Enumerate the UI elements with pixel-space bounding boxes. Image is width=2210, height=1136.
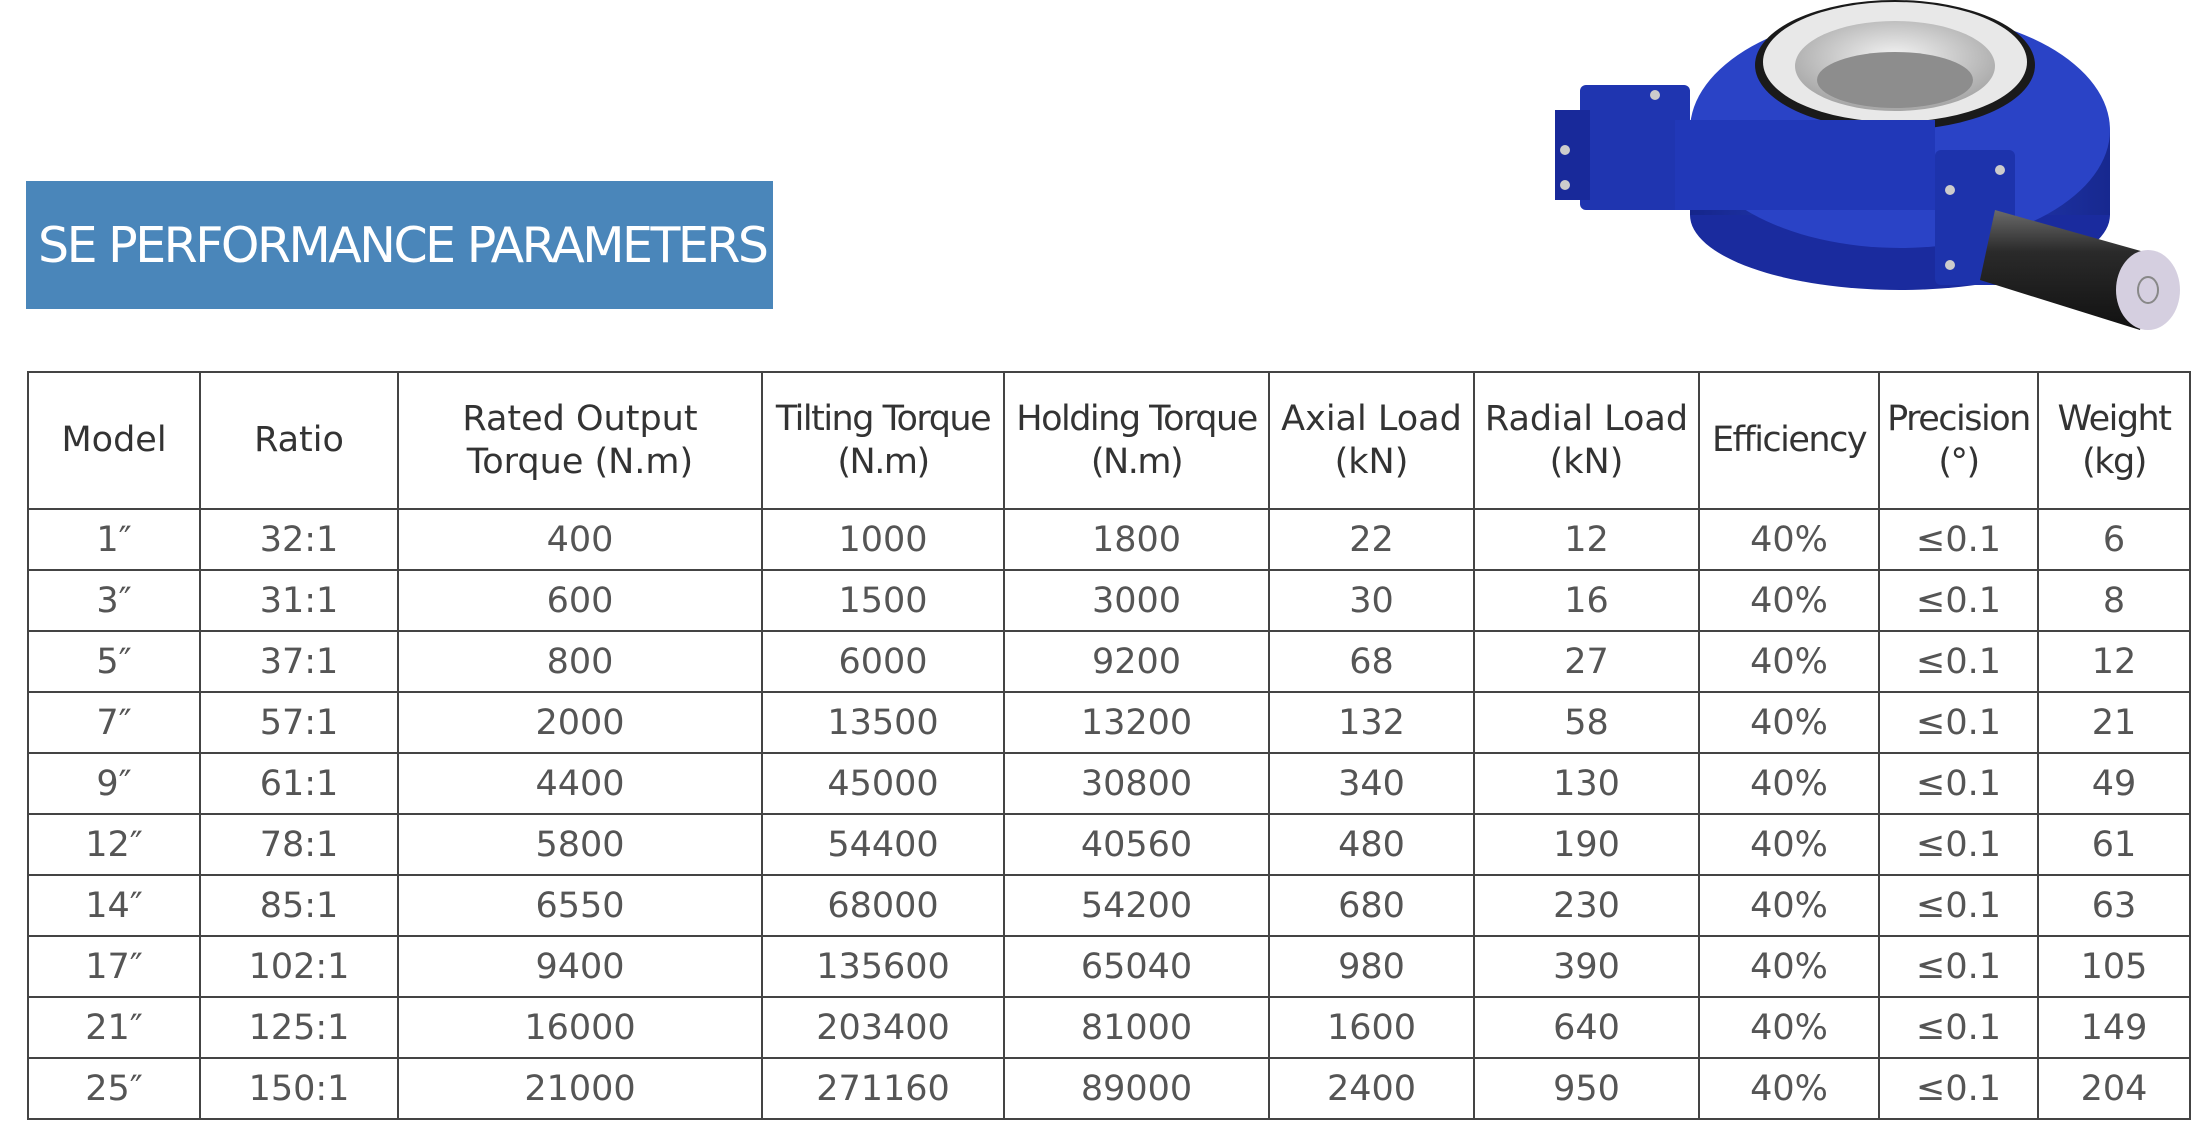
cell-model: 21″ [28,997,200,1058]
cell-rated-output-torque: 6550 [398,875,762,936]
cell-efficiency: 40% [1699,814,1879,875]
table-row [28,753,2190,814]
cell-precision: ≤0.1 [1879,1058,2038,1119]
cell-tilting-torque: 271160 [762,1058,1004,1119]
cell-ratio: 78:1 [200,814,398,875]
cell-efficiency: 40% [1699,631,1879,692]
cell-rated-output-torque: 400 [398,509,762,570]
cell-weight: 105 [2038,936,2190,997]
cell-precision: ≤0.1 [1879,570,2038,631]
cell-tilting-torque: 1000 [762,509,1004,570]
cell-efficiency: 40% [1699,570,1879,631]
cell-holding-torque: 9200 [1004,631,1269,692]
cell-weight: 49 [2038,753,2190,814]
cell-weight: 61 [2038,814,2190,875]
table-row [28,570,2190,631]
cell-holding-torque: 3000 [1004,570,1269,631]
cell-model: 5″ [28,631,200,692]
cell-tilting-torque: 203400 [762,997,1004,1058]
cell-rated-output-torque: 2000 [398,692,762,753]
table-row [28,692,2190,753]
cell-model: 7″ [28,692,200,753]
cell-ratio: 32:1 [200,509,398,570]
cell-radial-load: 390 [1474,936,1699,997]
cell-weight: 6 [2038,509,2190,570]
cell-radial-load: 190 [1474,814,1699,875]
cell-precision: ≤0.1 [1879,692,2038,753]
cell-ratio: 31:1 [200,570,398,631]
cell-model: 25″ [28,1058,200,1119]
cell-rated-output-torque: 16000 [398,997,762,1058]
header-holding-torque: Holding Torque (N.m) [1004,372,1269,509]
product-image [1555,0,2205,345]
cell-radial-load: 130 [1474,753,1699,814]
cell-axial-load: 680 [1269,875,1474,936]
cell-precision: ≤0.1 [1879,509,2038,570]
cell-axial-load: 1600 [1269,997,1474,1058]
cell-tilting-torque: 135600 [762,936,1004,997]
cell-radial-load: 12 [1474,509,1699,570]
cell-model: 14″ [28,875,200,936]
cell-weight: 149 [2038,997,2190,1058]
header-weight: Weight (kg) [2038,372,2190,509]
cell-model: 12″ [28,814,200,875]
table-row [28,631,2190,692]
table-row [28,875,2190,936]
cell-rated-output-torque: 21000 [398,1058,762,1119]
cell-radial-load: 230 [1474,875,1699,936]
cell-weight: 8 [2038,570,2190,631]
cell-precision: ≤0.1 [1879,814,2038,875]
cell-efficiency: 40% [1699,936,1879,997]
cell-rated-output-torque: 9400 [398,936,762,997]
cell-model: 1″ [28,509,200,570]
table-row [28,997,2190,1058]
cell-tilting-torque: 6000 [762,631,1004,692]
cell-efficiency: 40% [1699,509,1879,570]
cell-tilting-torque: 68000 [762,875,1004,936]
performance-table [27,371,2191,1120]
cell-radial-load: 640 [1474,997,1699,1058]
cell-tilting-torque: 45000 [762,753,1004,814]
cell-efficiency: 40% [1699,692,1879,753]
header-rated-output-torque: Rated Output Torque (N.m) [398,372,762,509]
cell-axial-load: 68 [1269,631,1474,692]
cell-efficiency: 40% [1699,753,1879,814]
cell-tilting-torque: 1500 [762,570,1004,631]
header-tilting-torque: Tilting Torque (N.m) [762,372,1004,509]
cell-precision: ≤0.1 [1879,753,2038,814]
cell-axial-load: 340 [1269,753,1474,814]
header-radial-load: Radial Load (kN) [1474,372,1699,509]
cell-efficiency: 40% [1699,1058,1879,1119]
cell-holding-torque: 1800 [1004,509,1269,570]
header-efficiency: Efficiency [1699,372,1879,509]
cell-axial-load: 30 [1269,570,1474,631]
cell-ratio: 85:1 [200,875,398,936]
cell-axial-load: 132 [1269,692,1474,753]
cell-radial-load: 950 [1474,1058,1699,1119]
cell-rated-output-torque: 4400 [398,753,762,814]
cell-weight: 12 [2038,631,2190,692]
cell-ratio: 37:1 [200,631,398,692]
cell-precision: ≤0.1 [1879,997,2038,1058]
cell-weight: 21 [2038,692,2190,753]
cell-axial-load: 480 [1269,814,1474,875]
cell-ratio: 150:1 [200,1058,398,1119]
cell-weight: 204 [2038,1058,2190,1119]
cell-weight: 63 [2038,875,2190,936]
cell-radial-load: 58 [1474,692,1699,753]
header-ratio: Ratio [200,372,398,509]
cell-holding-torque: 81000 [1004,997,1269,1058]
cell-holding-torque: 40560 [1004,814,1269,875]
table-row [28,509,2190,570]
cell-rated-output-torque: 600 [398,570,762,631]
title-banner [26,181,773,309]
cell-tilting-torque: 13500 [762,692,1004,753]
cell-ratio: 102:1 [200,936,398,997]
header-row [28,372,2190,509]
cell-radial-load: 27 [1474,631,1699,692]
cell-rated-output-torque: 800 [398,631,762,692]
cell-precision: ≤0.1 [1879,936,2038,997]
cell-axial-load: 980 [1269,936,1474,997]
cell-holding-torque: 13200 [1004,692,1269,753]
table-row [28,936,2190,997]
cell-efficiency: 40% [1699,997,1879,1058]
cell-holding-torque: 30800 [1004,753,1269,814]
cell-holding-torque: 89000 [1004,1058,1269,1119]
cell-ratio: 61:1 [200,753,398,814]
cell-model: 17″ [28,936,200,997]
table-row [28,1058,2190,1119]
cell-axial-load: 2400 [1269,1058,1474,1119]
table-row [28,814,2190,875]
cell-ratio: 57:1 [200,692,398,753]
cell-ratio: 125:1 [200,997,398,1058]
cell-holding-torque: 54200 [1004,875,1269,936]
page-title: SE PERFORMANCE PARAMETERS [38,216,767,274]
header-model: Model [28,372,200,509]
cell-precision: ≤0.1 [1879,875,2038,936]
header-axial-load: Axial Load (kN) [1269,372,1474,509]
cell-rated-output-torque: 5800 [398,814,762,875]
cell-efficiency: 40% [1699,875,1879,936]
cell-tilting-torque: 54400 [762,814,1004,875]
header-precision: Precision (°) [1879,372,2038,509]
cell-model: 9″ [28,753,200,814]
cell-holding-torque: 65040 [1004,936,1269,997]
cell-precision: ≤0.1 [1879,631,2038,692]
cell-model: 3″ [28,570,200,631]
cell-axial-load: 22 [1269,509,1474,570]
cell-radial-load: 16 [1474,570,1699,631]
